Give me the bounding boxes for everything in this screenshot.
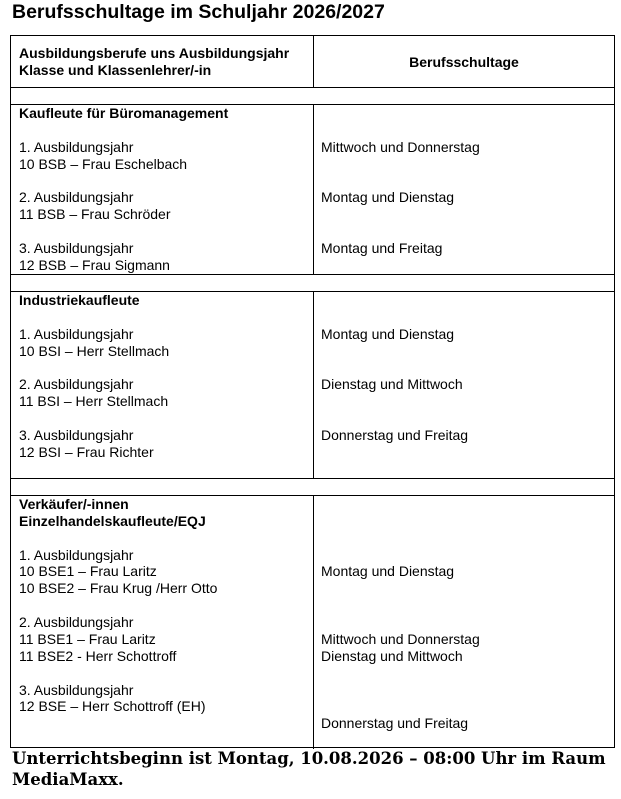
training-year: 3. Ausbildungsjahr (19, 427, 134, 443)
training-year: 2. Ausbildungsjahr (19, 376, 134, 392)
school-days: Dienstag und Mittwoch (321, 648, 463, 664)
training-year: 3. Ausbildungsjahr (19, 240, 134, 256)
section-heading-industriekaufleute: Industriekaufleute (19, 292, 140, 308)
school-days: Montag und Freitag (321, 240, 443, 256)
class-teacher: 11 BSB – Frau Schröder (19, 206, 171, 222)
class-teacher: 11 BSE1 – Frau Laritz (19, 631, 156, 647)
school-days: Montag und Dienstag (321, 326, 455, 342)
start-notice-line2: MediaMaxx. (12, 770, 124, 789)
row-divider (11, 274, 614, 275)
school-days: Donnerstag und Freitag (321, 427, 469, 443)
row-divider (11, 87, 614, 88)
training-year: 2. Ausbildungsjahr (19, 189, 134, 205)
class-teacher: 12 BSB – Frau Sigmann (19, 257, 170, 273)
school-days: Montag und Dienstag (321, 189, 455, 205)
column-divider (313, 291, 314, 478)
class-teacher: 11 BSE2 - Herr Schottroff (19, 648, 177, 664)
column-divider (313, 104, 314, 274)
section-heading-verkaeufer: Verkäufer/-innen (19, 496, 129, 512)
header-col1-line2: Klasse und Klassenlehrer/-in (19, 62, 212, 78)
header-col2: Berufsschultage (409, 54, 519, 70)
start-notice-line1: Unterrichtsbeginn ist Montag, 10.08.2026 – 08:00 Uhr im Raum (12, 749, 606, 768)
header-col1-line1: Ausbildungsberufe uns Ausbildungsjahr (19, 45, 290, 61)
school-days: Mittwoch und Donnerstag (321, 631, 480, 647)
training-year: 3. Ausbildungsjahr (19, 682, 134, 698)
training-year: 2. Ausbildungsjahr (19, 614, 134, 630)
section-heading-einzelhandel: Einzelhandelskaufleute/EQJ (19, 513, 206, 529)
page-title: Berufsschultage im Schuljahr 2026/2027 (12, 1, 385, 23)
class-teacher: 12 BSE – Herr Schottroff (EH) (19, 698, 206, 714)
section-heading-bueromanagement: Kaufleute für Büromanagement (19, 105, 229, 121)
class-teacher: 10 BSB – Frau Eschelbach (19, 156, 188, 172)
training-year: 1. Ausbildungsjahr (19, 547, 134, 563)
column-divider (313, 495, 314, 749)
school-days: Donnerstag und Freitag (321, 715, 469, 731)
row-divider (11, 478, 614, 479)
training-year: 1. Ausbildungsjahr (19, 326, 134, 342)
class-teacher: 12 BSI – Frau Richter (19, 444, 154, 460)
class-teacher: 11 BSI – Herr Stellmach (19, 393, 169, 409)
class-teacher: 10 BSE2 – Frau Krug /Herr Otto (19, 580, 218, 596)
class-teacher: 10 BSI – Herr Stellmach (19, 343, 170, 359)
start-notice (12, 748, 606, 790)
school-days: Montag und Dienstag (321, 563, 455, 579)
school-days: Dienstag und Mittwoch (321, 376, 463, 392)
training-year: 1. Ausbildungsjahr (19, 139, 134, 155)
schedule-table (10, 35, 615, 748)
class-teacher: 10 BSE1 – Frau Laritz (19, 563, 157, 579)
school-days: Mittwoch und Donnerstag (321, 139, 480, 155)
